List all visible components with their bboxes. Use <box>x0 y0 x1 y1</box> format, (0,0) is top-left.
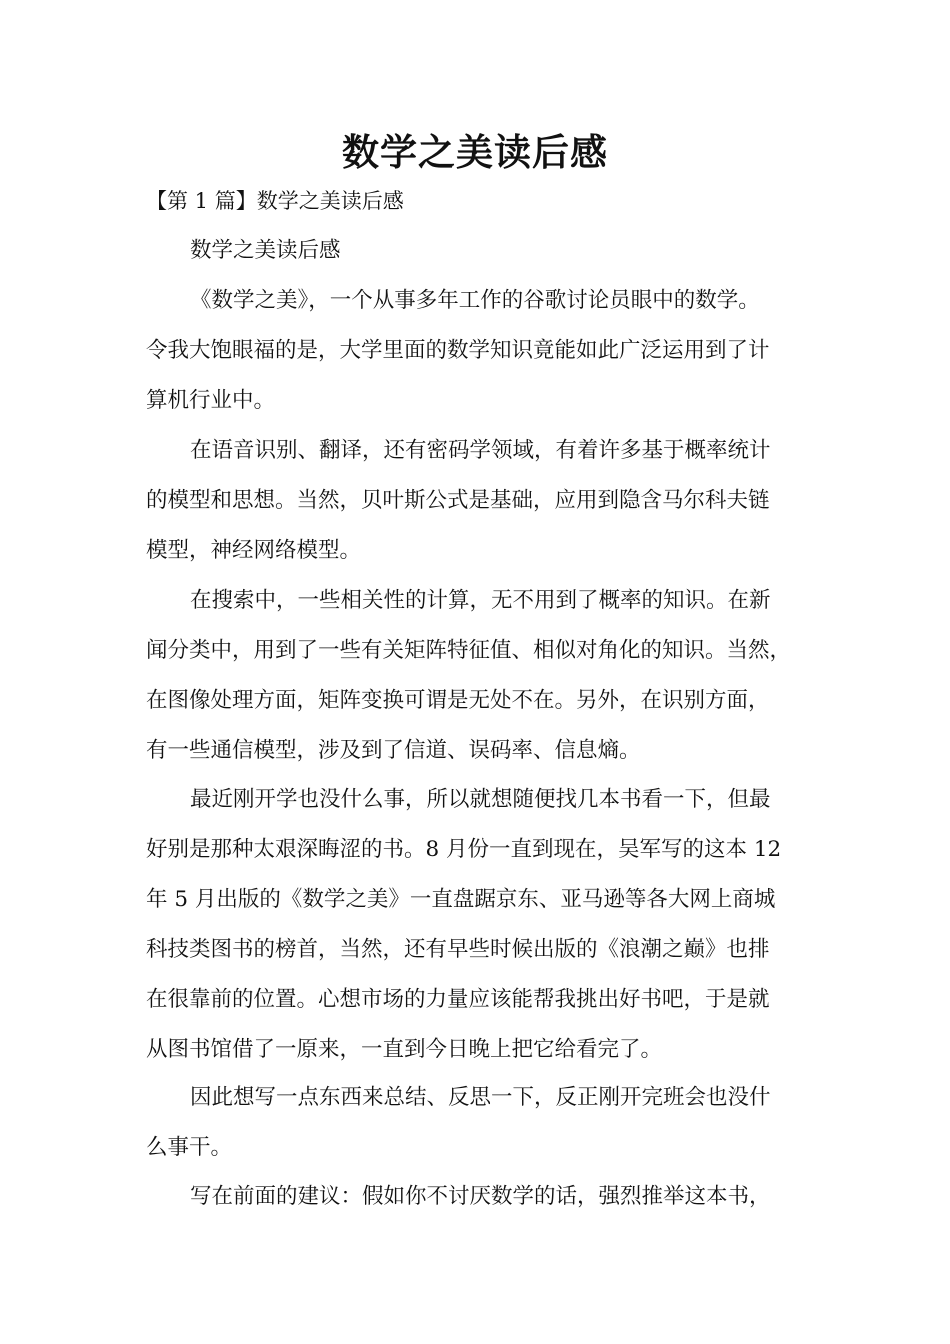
text-line: 好别是那种太艰深晦涩的书。8 月份一直到现在，吴军写的这本 12 <box>146 837 782 862</box>
paragraph-reading-story <box>146 775 836 1075</box>
text-line: 科技类图书的榜首，当然，还有早些时候出版的《浪潮之巅》也排 <box>146 937 770 962</box>
document-title: 数学之美读后感 <box>342 131 608 174</box>
text-line: 最近刚开学也没什么事，所以就想随便找几本书看一下，但最 <box>190 787 771 812</box>
paragraph-speech-recognition <box>146 426 836 576</box>
text-line: 模型，神经网络模型。 <box>146 538 362 563</box>
text-line: 在语音识别、翻译，还有密码学领域，有着许多基于概率统计 <box>190 438 771 463</box>
text-line: 在图像处理方面，矩阵变换可谓是无处不在。另外，在识别方面， <box>146 688 770 713</box>
text-line: 数学之美读后感 <box>190 238 341 263</box>
paragraph-search <box>146 576 836 776</box>
paragraph-intro <box>146 276 836 426</box>
text-line: 令我大饱眼福的是，大学里面的数学知识竟能如此广泛运用到了计 <box>146 338 770 363</box>
text-line: 《数学之美》，一个从事多年工作的谷歌讨论员眼中的数学。 <box>190 288 760 313</box>
text-line: 在很靠前的位置。心想市场的力量应该能帮我挑出好书吧，于是就 <box>146 987 770 1012</box>
paragraph-subtitle <box>146 226 836 276</box>
paragraph-motivation <box>146 1073 836 1173</box>
paragraph-recommendation <box>146 1172 836 1222</box>
text-line: 因此想写一点东西来总结、反思一下，反正刚开完班会也没什 <box>190 1085 771 1110</box>
section-heading: 【第 1 篇】数学之美读后感 <box>146 189 404 213</box>
text-line: 的模型和思想。当然，贝叶斯公式是基础，应用到隐含马尔科夫链 <box>146 488 770 513</box>
text-line: 从图书馆借了一原来，一直到今日晚上把它给看完了。 <box>146 1037 663 1062</box>
text-line: 么事干。 <box>146 1135 233 1160</box>
text-line: 写在前面的建议：假如你不讨厌数学的话，强烈推举这本书， <box>190 1184 771 1209</box>
text-line: 有一些通信模型，涉及到了信道、误码率、信息熵。 <box>146 738 641 763</box>
text-line: 年 5 月出版的《数学之美》一直盘踞京东、亚马逊等各大网上商城 <box>146 887 776 912</box>
text-line: 算机行业中。 <box>146 388 276 413</box>
text-line: 在搜索中，一些相关性的计算，无不用到了概率的知识。在新 <box>190 588 771 613</box>
text-line: 闻分类中，用到了一些有关矩阵特征值、相似对角化的知识。当然， <box>146 638 792 663</box>
